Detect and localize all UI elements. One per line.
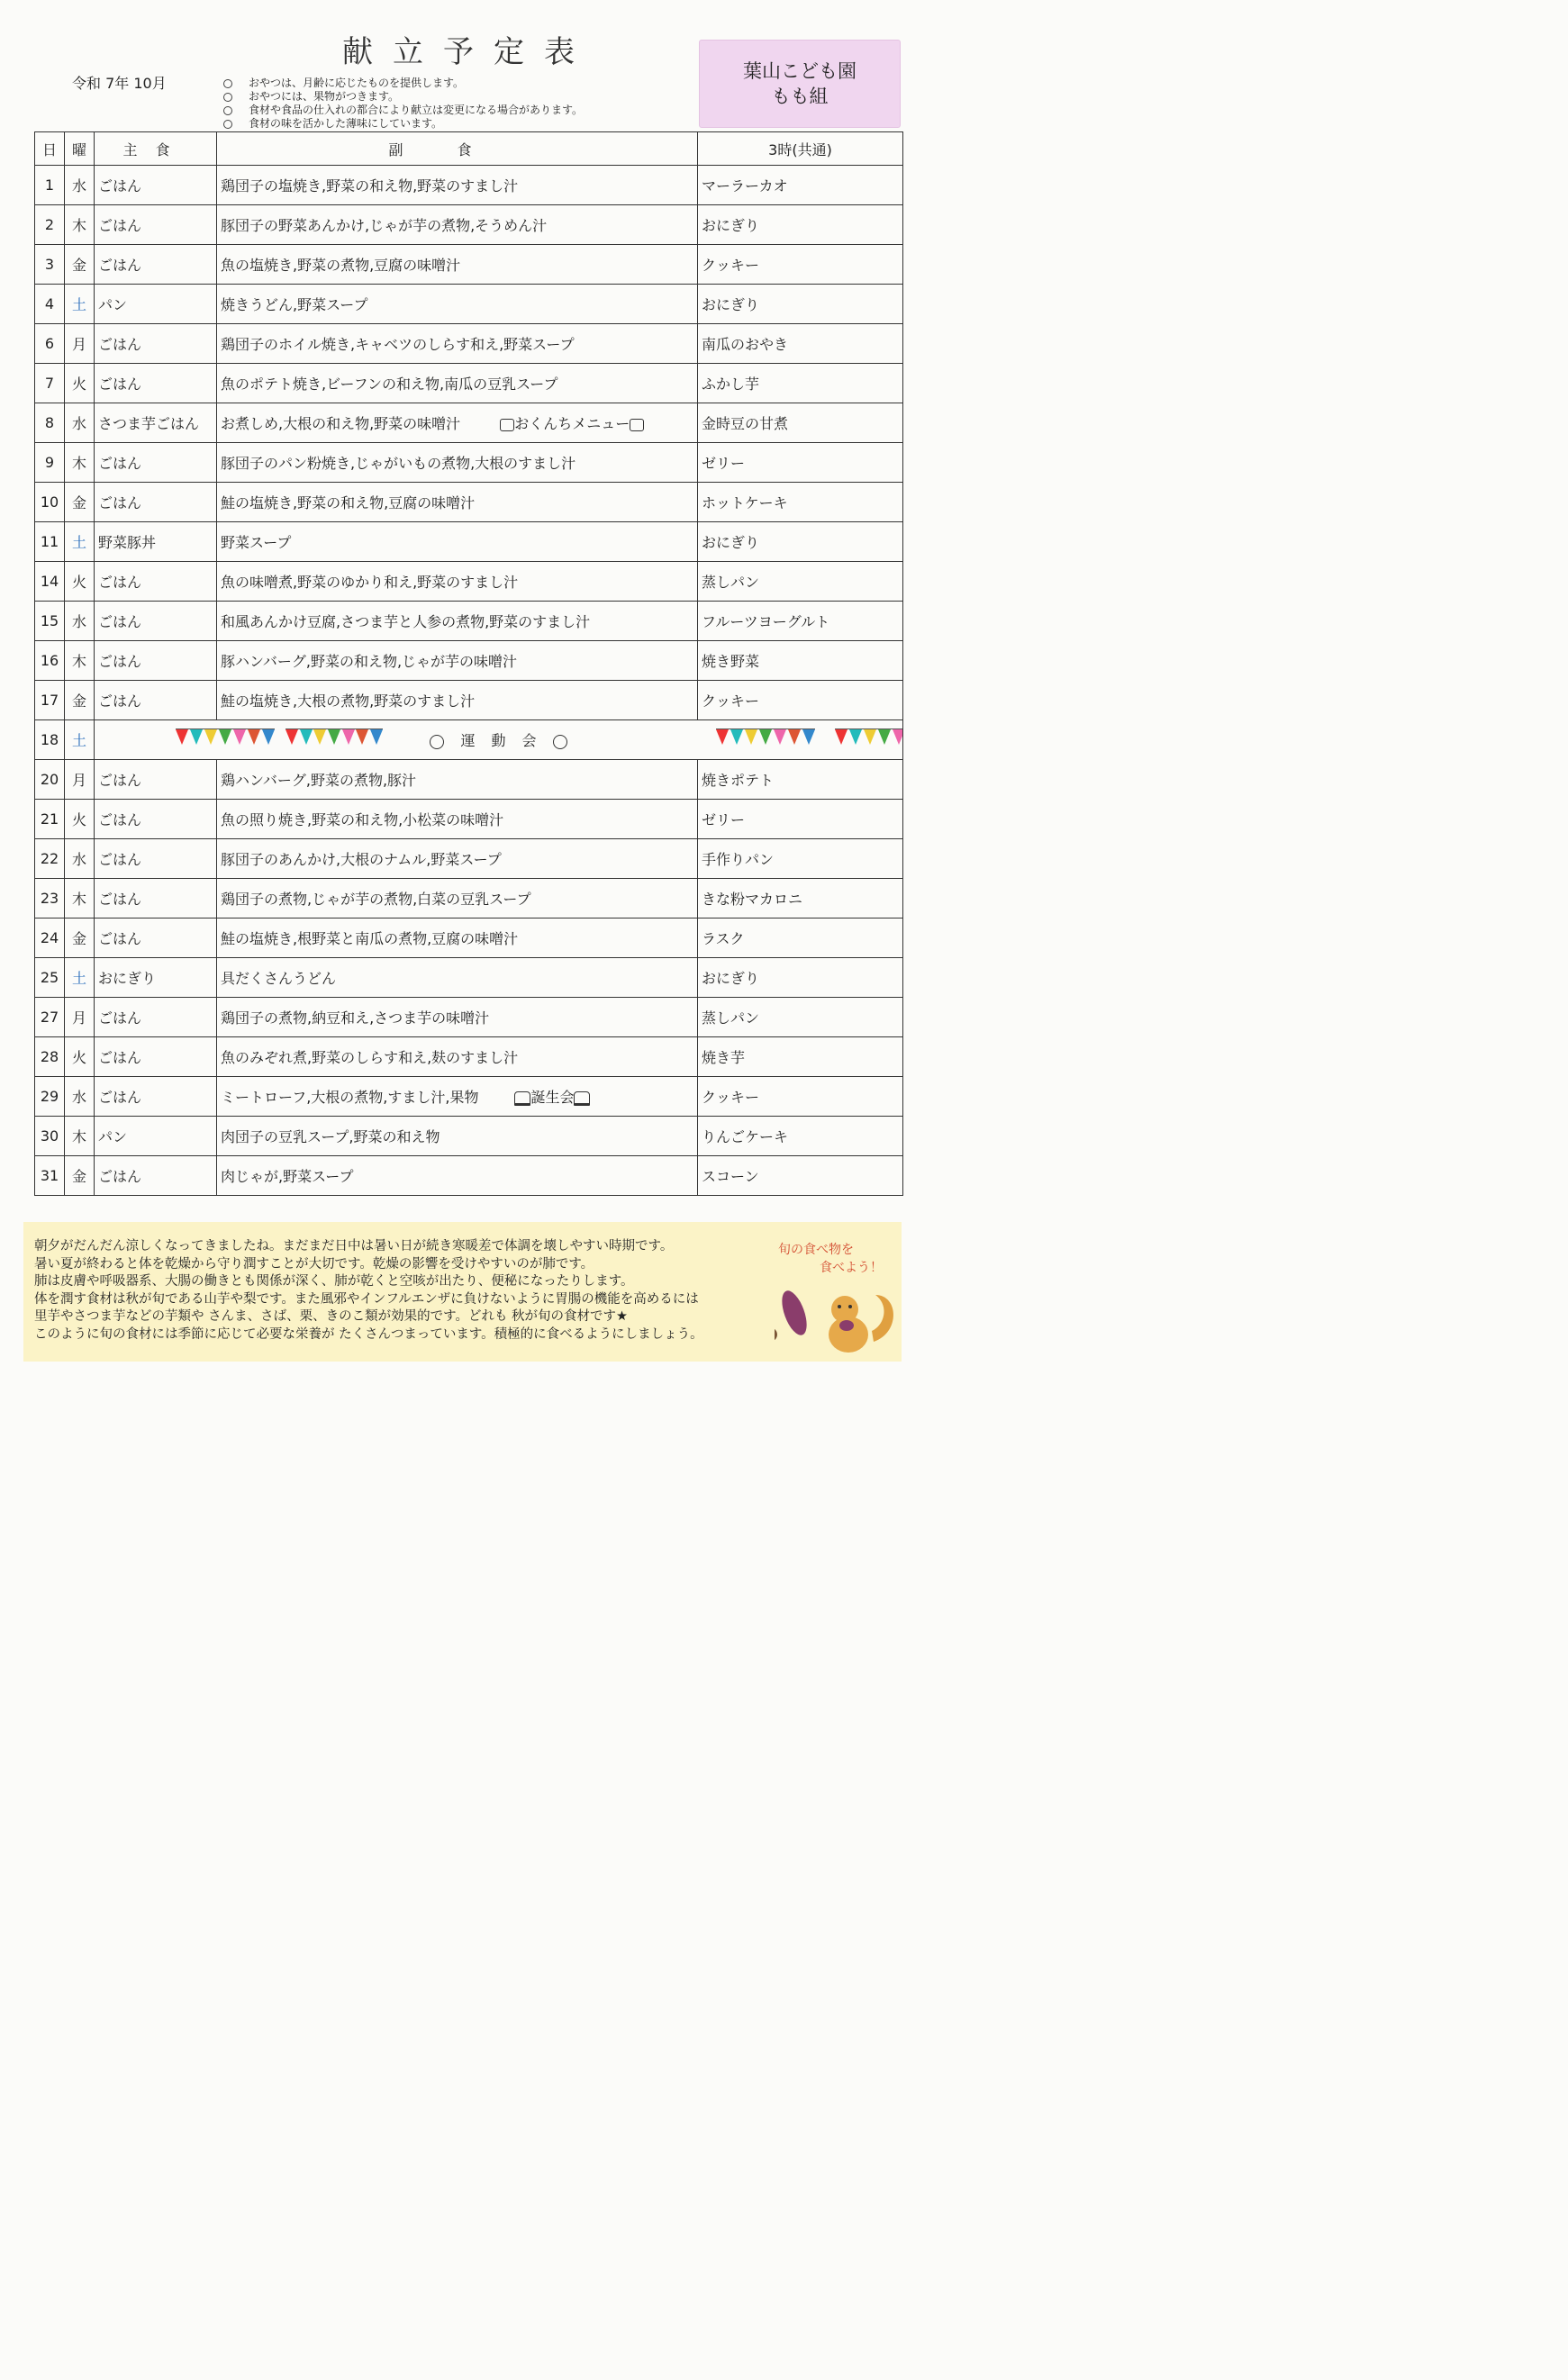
day-cell: 2 — [35, 205, 65, 245]
snack-cell: クッキー — [698, 245, 903, 285]
day-cell: 15 — [35, 602, 65, 641]
side-dish-text: 鶏団子のホイル焼き,キャベツのしらす和え,野菜スープ — [221, 336, 575, 353]
side-dish-text: 鮭の塩焼き,大根の煮物,野菜のすまし汁 — [221, 692, 476, 710]
main-dish-cell: ごはん — [95, 641, 217, 681]
table-row — [35, 522, 903, 562]
table-row — [35, 998, 903, 1037]
side-dish-text: 鶏団子の煮物,納豆和え,さつま芋の味噌汁 — [221, 1009, 490, 1027]
menu-table — [34, 131, 903, 1196]
bunting-icon — [835, 726, 903, 751]
snack-cell: 南瓜のおやき — [698, 324, 903, 364]
main-dish-cell: ごはん — [95, 483, 217, 522]
weekday-cell: 木 — [65, 1117, 95, 1156]
weekday-cell: 月 — [65, 324, 95, 364]
side-dish-cell — [217, 1037, 698, 1077]
note-text: 食材の味を活かした薄味にしています。 — [249, 117, 443, 130]
day-cell: 20 — [35, 760, 65, 800]
side-dish-text: 鶏団子の煮物,じゃが芋の煮物,白菜の豆乳スープ — [221, 891, 531, 908]
table-row — [35, 1037, 903, 1077]
bullet-icon — [223, 120, 232, 129]
header-row — [35, 132, 903, 166]
day-cell: 18 — [35, 720, 65, 760]
menu-month: 令和 7年 10月 — [72, 75, 167, 92]
side-dish-text: 魚の味噌煮,野菜のゆかり和え,野菜のすまし汁 — [221, 574, 519, 591]
weekday-cell: 月 — [65, 998, 95, 1037]
day-cell: 23 — [35, 879, 65, 919]
snack-cell: ホットケーキ — [698, 483, 903, 522]
snack-cell: ラスク — [698, 919, 903, 958]
header-side-dish: 副食 — [217, 132, 698, 166]
side-dish-cell — [217, 166, 698, 205]
side-dish-text: 和風あんかけ豆腐,さつま芋と人参の煮物,野菜のすまし汁 — [221, 613, 591, 630]
snack-cell: ゼリー — [698, 800, 903, 839]
weekday-cell: 水 — [65, 403, 95, 443]
main-dish-cell: ごはん — [95, 1156, 217, 1196]
side-dish-text: 肉じゃが,野菜スープ — [221, 1168, 354, 1185]
side-dish-cell — [217, 800, 698, 839]
side-dish-cell — [217, 958, 698, 998]
bullet-icon — [223, 93, 232, 102]
day-cell: 22 — [35, 839, 65, 879]
day-cell: 1 — [35, 166, 65, 205]
day-cell: 31 — [35, 1156, 65, 1196]
note-line — [223, 117, 583, 131]
note-text: おやつは、月齢に応じたものを提供します。 — [249, 77, 465, 89]
table-row — [35, 958, 903, 998]
side-dish-cell — [217, 403, 698, 443]
snack-cell: りんごケーキ — [698, 1117, 903, 1156]
side-dish-text: 鮭の塩焼き,野菜の和え物,豆腐の味噌汁 — [221, 494, 476, 511]
autumn-illustration — [775, 1279, 901, 1360]
weekday-cell: 水 — [65, 166, 95, 205]
side-dish-text: ミートローフ,大根の煮物,すまし汁,果物 — [221, 1089, 479, 1106]
weekday-cell: 火 — [65, 364, 95, 403]
side-dish-text: 具だくさんうどん — [221, 970, 337, 987]
table-row — [35, 839, 903, 879]
main-dish-cell: ごはん — [95, 166, 217, 205]
table-row — [35, 562, 903, 602]
side-dish-cell — [217, 919, 698, 958]
snack-cell: クッキー — [698, 681, 903, 720]
side-dish-text: 焼きうどん,野菜スープ — [221, 296, 368, 313]
clock-icon — [553, 735, 567, 749]
day-cell: 11 — [35, 522, 65, 562]
weekday-cell: 土 — [65, 958, 95, 998]
menu-tag — [500, 415, 644, 432]
weekday-cell: 木 — [65, 641, 95, 681]
bunting-icon — [176, 726, 275, 751]
note-text: おやつには、果物がつきます。 — [249, 90, 400, 103]
weekday-cell: 金 — [65, 1156, 95, 1196]
main-dish-cell: ごはん — [95, 562, 217, 602]
day-cell: 27 — [35, 998, 65, 1037]
weekday-cell: 火 — [65, 1037, 95, 1077]
table-row — [35, 443, 903, 483]
snack-cell: フルーツヨーグルト — [698, 602, 903, 641]
snack-cell: ふかし芋 — [698, 364, 903, 403]
side-dish-cell — [217, 364, 698, 403]
side-dish-text: 鶏ハンバーグ,野菜の煮物,豚汁 — [221, 772, 417, 789]
header-main-dish: 主食 — [95, 132, 217, 166]
note-line — [223, 104, 583, 117]
snack-cell: きな粉マカロニ — [698, 879, 903, 919]
event-row — [35, 720, 903, 760]
side-dish-text: 肉団子の豆乳スープ,野菜の和え物 — [221, 1128, 440, 1145]
main-dish-cell: ごはん — [95, 443, 217, 483]
weekday-cell: 木 — [65, 879, 95, 919]
table-row — [35, 760, 903, 800]
day-cell: 16 — [35, 641, 65, 681]
side-dish-cell — [217, 641, 698, 681]
side-dish-text: 豚ハンバーグ,野菜の和え物,じゃが芋の味噌汁 — [221, 653, 518, 670]
table-row — [35, 324, 903, 364]
day-cell: 9 — [35, 443, 65, 483]
weekday-cell: 土 — [65, 285, 95, 324]
school-box — [699, 40, 901, 128]
event-name: 運動会 — [460, 732, 553, 749]
weekday-cell: 火 — [65, 800, 95, 839]
side-dish-cell — [217, 760, 698, 800]
snack-cell: おにぎり — [698, 958, 903, 998]
table-row — [35, 602, 903, 641]
day-cell: 14 — [35, 562, 65, 602]
main-dish-cell: ごはん — [95, 879, 217, 919]
menu-tag — [514, 1089, 590, 1106]
main-dish-cell: おにぎり — [95, 958, 217, 998]
lunchbox-icon — [514, 1091, 530, 1106]
snack-cell: マーラーカオ — [698, 166, 903, 205]
nutrition-note — [23, 1222, 902, 1362]
note-text: 食材や食品の仕入れの都合により献立は変更になる場合があります。 — [249, 104, 584, 116]
side-dish-cell — [217, 1077, 698, 1117]
side-dish-cell — [217, 879, 698, 919]
weekday-cell: 土 — [65, 720, 95, 760]
table-row — [35, 800, 903, 839]
main-dish-cell: ごはん — [95, 1037, 217, 1077]
squirrel-icon — [829, 1295, 893, 1353]
note-line — [223, 90, 583, 104]
main-dish-cell: パン — [95, 285, 217, 324]
weekday-cell: 月 — [65, 760, 95, 800]
weekday-cell: 金 — [65, 681, 95, 720]
side-dish-cell — [217, 324, 698, 364]
day-cell: 21 — [35, 800, 65, 839]
seasonal-line: 旬の食べ物を — [778, 1243, 854, 1257]
clock-icon — [430, 735, 444, 749]
main-dish-cell: ごはん — [95, 800, 217, 839]
crab-icon — [630, 419, 644, 431]
seasonal-line: 食べよう！ — [820, 1261, 883, 1275]
bullet-icon — [223, 106, 232, 115]
day-cell: 10 — [35, 483, 65, 522]
header-snack: 3時(共通) — [698, 132, 903, 166]
weekday-cell: 金 — [65, 483, 95, 522]
side-dish-text: 鶏団子の塩焼き,野菜の和え物,野菜のすまし汁 — [221, 177, 519, 195]
weekday-cell: 木 — [65, 443, 95, 483]
note-paragraph: 朝夕がだんだん涼しくなってきましたね。まだまだ日中は暑い日が続き寒暖差で体調を壊しやすい時期です。 — [34, 1239, 674, 1253]
day-cell: 4 — [35, 285, 65, 324]
snack-cell: 焼きポテト — [698, 760, 903, 800]
class-name: もも組 — [771, 86, 829, 107]
table-row — [35, 1156, 903, 1196]
note-line — [223, 77, 583, 90]
table-row — [35, 205, 903, 245]
table-row — [35, 919, 903, 958]
day-cell: 28 — [35, 1037, 65, 1077]
bullet-icon — [223, 79, 232, 88]
main-dish-cell: ごはん — [95, 602, 217, 641]
chestnut-icon — [775, 1321, 777, 1343]
weekday-cell: 金 — [65, 245, 95, 285]
crab-icon — [500, 419, 514, 431]
side-dish-cell — [217, 285, 698, 324]
snack-cell: 焼き野菜 — [698, 641, 903, 681]
table-row — [35, 364, 903, 403]
side-dish-cell — [217, 602, 698, 641]
main-dish-cell: ごはん — [95, 1077, 217, 1117]
snack-cell: ゼリー — [698, 443, 903, 483]
weekday-cell: 水 — [65, 1077, 95, 1117]
snack-cell: 手作りパン — [698, 839, 903, 879]
side-dish-text: 野菜スープ — [221, 534, 292, 551]
side-dish-text: 豚団子の野菜あんかけ,じゃが芋の煮物,そうめん汁 — [221, 217, 548, 234]
day-cell: 29 — [35, 1077, 65, 1117]
note-paragraph: このように旬の食材には季節に応じて必要な栄養が たくさんつまっています。積極的に食べるようにしましょう。 — [34, 1326, 703, 1342]
bunting-icon — [286, 726, 383, 751]
snack-cell: 金時豆の甘煮 — [698, 403, 903, 443]
table-row — [35, 403, 903, 443]
snack-cell: おにぎり — [698, 285, 903, 324]
bunting-icon — [716, 726, 815, 751]
header-day: 日 — [35, 132, 65, 166]
main-dish-cell: ごはん — [95, 205, 217, 245]
side-dish-cell — [217, 839, 698, 879]
main-dish-cell: ごはん — [95, 245, 217, 285]
main-dish-cell: ごはん — [95, 839, 217, 879]
side-dish-text: 魚の照り焼き,野菜の和え物,小松菜の味噌汁 — [221, 811, 504, 828]
weekday-cell: 水 — [65, 602, 95, 641]
note-paragraph: 里芋やさつま芋などの芋類や さんま、さば、栗、きのこ類が効果的です。どれも 秋が旬の食材です★ — [34, 1309, 629, 1324]
note-paragraph: 暑い夏が終わると体を乾燥から守り潤すことが大切です。乾燥の影響を受けやすいのが肺です。 — [34, 1256, 594, 1271]
weekday-cell: 火 — [65, 562, 95, 602]
side-dish-cell — [217, 483, 698, 522]
sweet-potato-icon — [777, 1288, 811, 1338]
table-row — [35, 285, 903, 324]
weekday-cell: 木 — [65, 205, 95, 245]
school-name: 葉山こども園 — [743, 60, 857, 82]
side-dish-cell — [217, 245, 698, 285]
snack-cell: スコーン — [698, 1156, 903, 1196]
side-dish-cell — [217, 443, 698, 483]
side-dish-text: 魚のポテト焼き,ビーフンの和え物,南瓜の豆乳スープ — [221, 376, 558, 393]
side-dish-cell — [217, 562, 698, 602]
main-dish-cell: パン — [95, 1117, 217, 1156]
notes — [223, 77, 583, 131]
side-dish-text: 豚団子のパン粉焼き,じゃがいもの煮物,大根のすまし汁 — [221, 455, 576, 472]
header-weekday: 曜 — [65, 132, 95, 166]
side-dish-text: 魚の塩焼き,野菜の煮物,豆腐の味噌汁 — [221, 257, 461, 274]
lunchbox-icon — [574, 1091, 590, 1106]
menu-tag-text: おくんちメニュー — [514, 415, 630, 432]
table-row — [35, 641, 903, 681]
table-row — [35, 681, 903, 720]
event-cell — [95, 720, 903, 760]
side-dish-cell — [217, 998, 698, 1037]
side-dish-cell — [217, 681, 698, 720]
snack-cell: おにぎり — [698, 522, 903, 562]
side-dish-text: 魚のみぞれ煮,野菜のしらす和え,麸のすまし汁 — [221, 1049, 519, 1066]
snack-cell: 焼き芋 — [698, 1037, 903, 1077]
menu-tag-text: 誕生会 — [530, 1089, 575, 1106]
main-dish-cell: ごはん — [95, 681, 217, 720]
table-row — [35, 166, 903, 205]
side-dish-cell — [217, 522, 698, 562]
day-cell: 3 — [35, 245, 65, 285]
main-dish-cell: 野菜豚丼 — [95, 522, 217, 562]
day-cell: 25 — [35, 958, 65, 998]
day-cell: 6 — [35, 324, 65, 364]
table-row — [35, 245, 903, 285]
seasonal-callout — [778, 1241, 883, 1277]
table-row — [35, 879, 903, 919]
day-cell: 30 — [35, 1117, 65, 1156]
weekday-cell: 水 — [65, 839, 95, 879]
table-row — [35, 483, 903, 522]
day-cell: 7 — [35, 364, 65, 403]
main-dish-cell: ごはん — [95, 324, 217, 364]
main-dish-cell: さつま芋ごはん — [95, 403, 217, 443]
snack-cell: クッキー — [698, 1077, 903, 1117]
side-dish-text: 豚団子のあんかけ,大根のナムル,野菜スープ — [221, 851, 502, 868]
note-paragraph: 肺は皮膚や呼吸器系、大腸の働きとも関係が深く、肺が乾くと空咳が出たり、便秘になったりします。 — [34, 1274, 634, 1289]
note-paragraph: 体を潤す食材は秋が旬である山芋や梨です。また風邪やインフルエンザに負けないように胃腸の機能を高めるには — [34, 1291, 699, 1307]
side-dish-cell — [217, 1117, 698, 1156]
snack-cell: 蒸しパン — [698, 562, 903, 602]
main-dish-cell: ごはん — [95, 919, 217, 958]
menu-body — [35, 166, 903, 1196]
main-dish-cell: ごはん — [95, 364, 217, 403]
side-dish-cell — [217, 205, 698, 245]
snack-cell: 蒸しパン — [698, 998, 903, 1037]
day-cell: 17 — [35, 681, 65, 720]
table-row — [35, 1117, 903, 1156]
weekday-cell: 金 — [65, 919, 95, 958]
day-cell: 24 — [35, 919, 65, 958]
page-title: 献立予定表 — [342, 34, 594, 70]
main-dish-cell: ごはん — [95, 998, 217, 1037]
snack-cell: おにぎり — [698, 205, 903, 245]
side-dish-cell — [217, 1156, 698, 1196]
day-cell: 8 — [35, 403, 65, 443]
side-dish-text: お煮しめ,大根の和え物,野菜の味噌汁 — [221, 415, 461, 432]
weekday-cell: 土 — [65, 522, 95, 562]
side-dish-text: 鮭の塩焼き,根野菜と南瓜の煮物,豆腐の味噌汁 — [221, 930, 519, 947]
table-row — [35, 1077, 903, 1117]
main-dish-cell: ごはん — [95, 760, 217, 800]
